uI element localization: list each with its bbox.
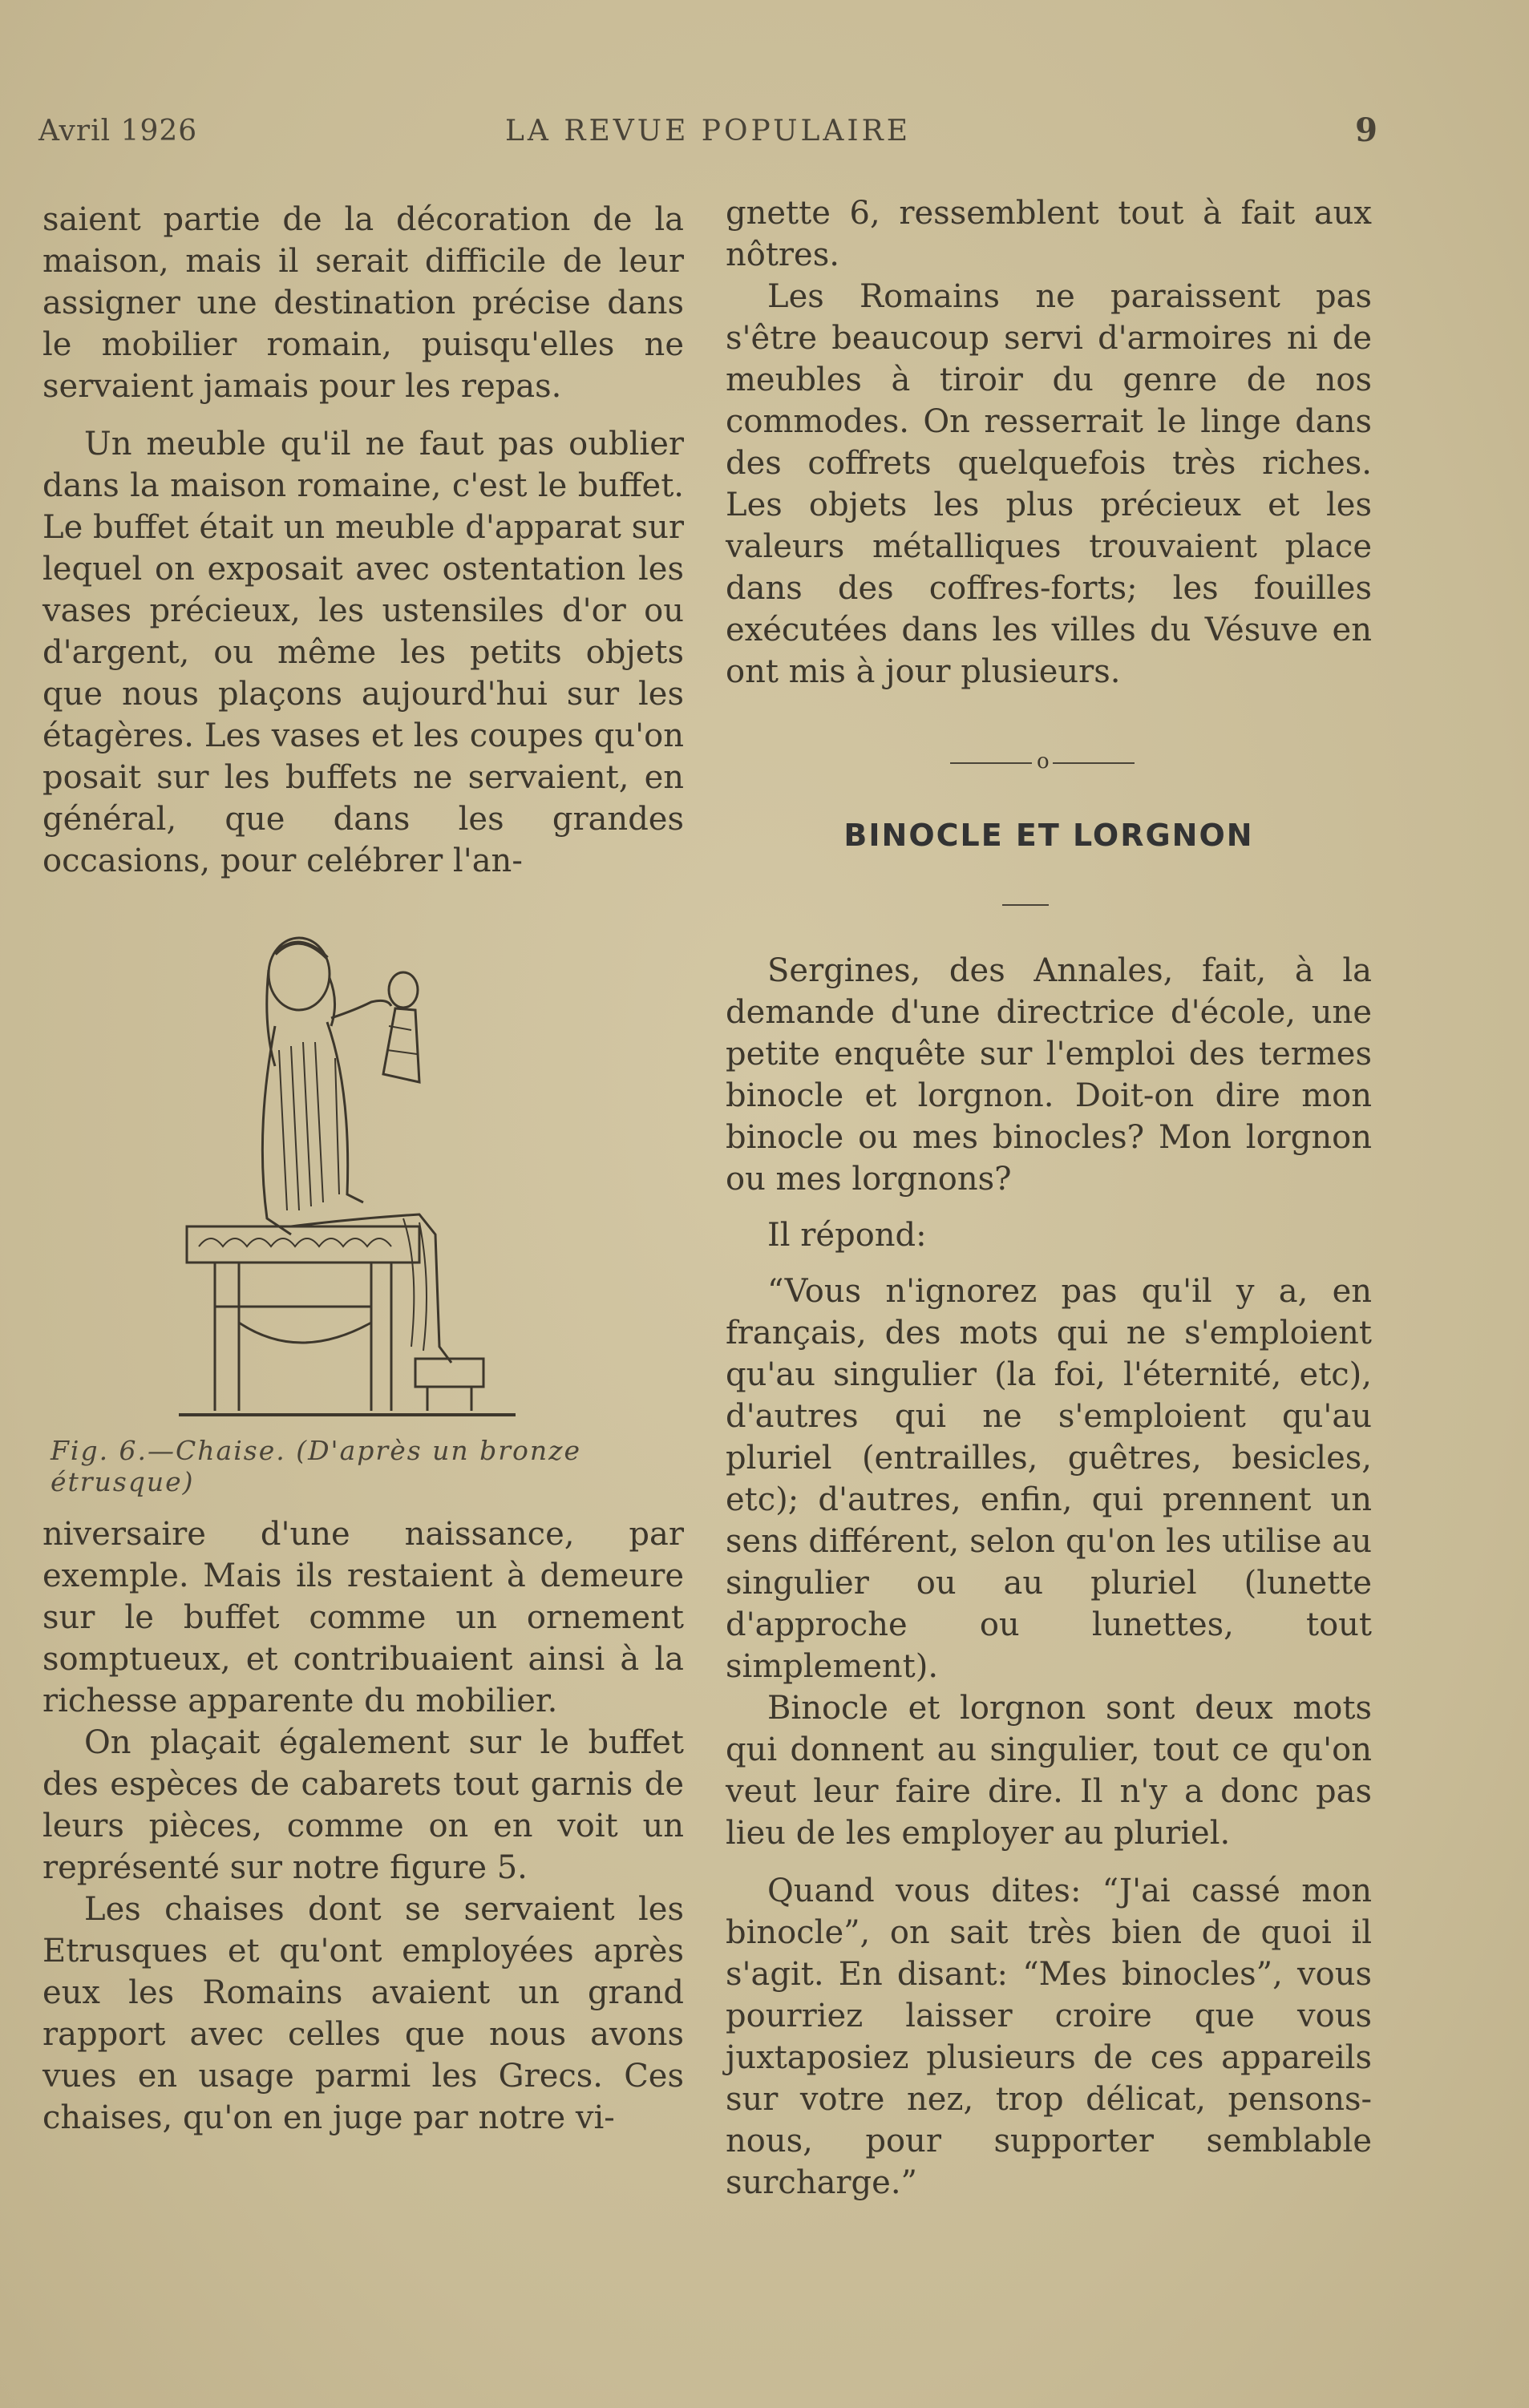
paragraph: Il répond:	[767, 1217, 927, 1254]
etruscan-chair-illustration	[179, 930, 580, 1419]
paragraph: Quand vous dites: “J'ai cassé mon binocle”, on sait très bien de quoi il s'agit. En disant: “Mes binocles”, vous pourriez laisser croire que vous juxtaposiez plusieurs de ces appareils sur votre nez, trop délicat, pensons-nous, pour supporter semblable surcharge.”	[726, 1873, 1372, 2201]
article-body	[726, 950, 1372, 2204]
paragraph: Les chaises dont se servaient les Etrusques et qu'ont employées après eux les Romains avaient un grand rapport avec celles que nous avons vues en usage parmi les Grecs. Ces chaises, qu'on en juge par notre vi-	[42, 1891, 684, 2136]
paragraph: Un meuble qu'il ne faut pas oublier dans la maison romaine, c'est le buffet. Le buffet était un meuble d'apparat sur lequel on exposait avec ostentation les vases précieux, les ustensiles d'or ou d'argent, ou même les petits objets que nous plaçons aujourd'hui sur les étagères. Les vases et les coupes qu'on posait sur les buffets ne servaient, en général, que dans les grandes occasions, pour celébrer l'an-	[42, 426, 684, 879]
page-number: 9	[1355, 111, 1377, 149]
right-column-top	[726, 192, 1372, 693]
paragraph: gnette 6, ressemblent tout à fait aux nôtres.	[726, 195, 1372, 273]
left-column-bottom	[42, 1513, 684, 2139]
title-underline	[1002, 904, 1049, 906]
paragraph: saient partie de la décoration de la maison, mais il serait difficile de leur assigner une destination précise dans le mobilier romain, puisqu'elles ne servaient jamais pour les repas.	[42, 201, 684, 405]
paragraph: niversaire d'une naissance, par exemple. Mais ils restaient à demeure sur le buffet comme un ornement somptueux, et contribuaient ainsi à la richesse apparente du mobilier.	[42, 1516, 684, 1719]
journal-title: LA REVUE POPULAIRE	[505, 115, 911, 147]
paragraph: Sergines, des Annales, fait, à la demande d'une directrice d'école, une petite enquête sur l'emploi des termes binocle et lorgnon. Doit-on dire mon binocle ou mes binocles? Mon lorgnon ou mes lorgnons?	[726, 952, 1372, 1198]
section-separator	[950, 749, 1147, 774]
figure-caption: Fig. 6.—Chaise. (D'après un bronze étrusque)	[51, 1435, 582, 1497]
figure-chair	[42, 922, 684, 1497]
left-column-top	[42, 199, 684, 882]
article-title: BINOCLE ET LORGNON	[843, 818, 1254, 853]
paragraph: Les Romains ne paraissent pas s'être beaucoup servi d'armoires ni de meubles à tiroir du genre de nos commodes. On resserrait le linge dans des coffrets quelquefois très riches. Les objets les plus précieux et les valeurs métalliques trouvaient place dans des coffres-forts; les fouilles exécutées dans les villes du Vésuve en ont mis à jour plusieurs.	[726, 278, 1372, 690]
page-header	[38, 108, 1377, 156]
paragraph: Binocle et lorgnon sont deux mots qui donnent au singulier, tout ce qu'on veut leur faire dire. Il n'y a donc pas lieu de les employer au pluriel.	[726, 1690, 1372, 1852]
paragraph: On plaçait également sur le buffet des espèces de cabarets tout garnis de leurs pièces, comme on en voit un représenté sur notre figure 5.	[42, 1724, 684, 1886]
paragraph: “Vous n'ignorez pas qu'il y a, en français, des mots qui ne s'emploient qu'au singulier (la foi, l'éternité, etc), d'autres qui ne s'emploient qu'au pluriel (entrailles, guêtres, besicles, etc); d'autres, enfin, qui prennent un sens différent, selon qu'on les utilise au singulier ou au pluriel (lunette d'approche ou lunettes, tout simplement).	[726, 1273, 1372, 1685]
separator-mark: o	[1037, 749, 1050, 774]
issue-date: Avril 1926	[38, 115, 198, 147]
